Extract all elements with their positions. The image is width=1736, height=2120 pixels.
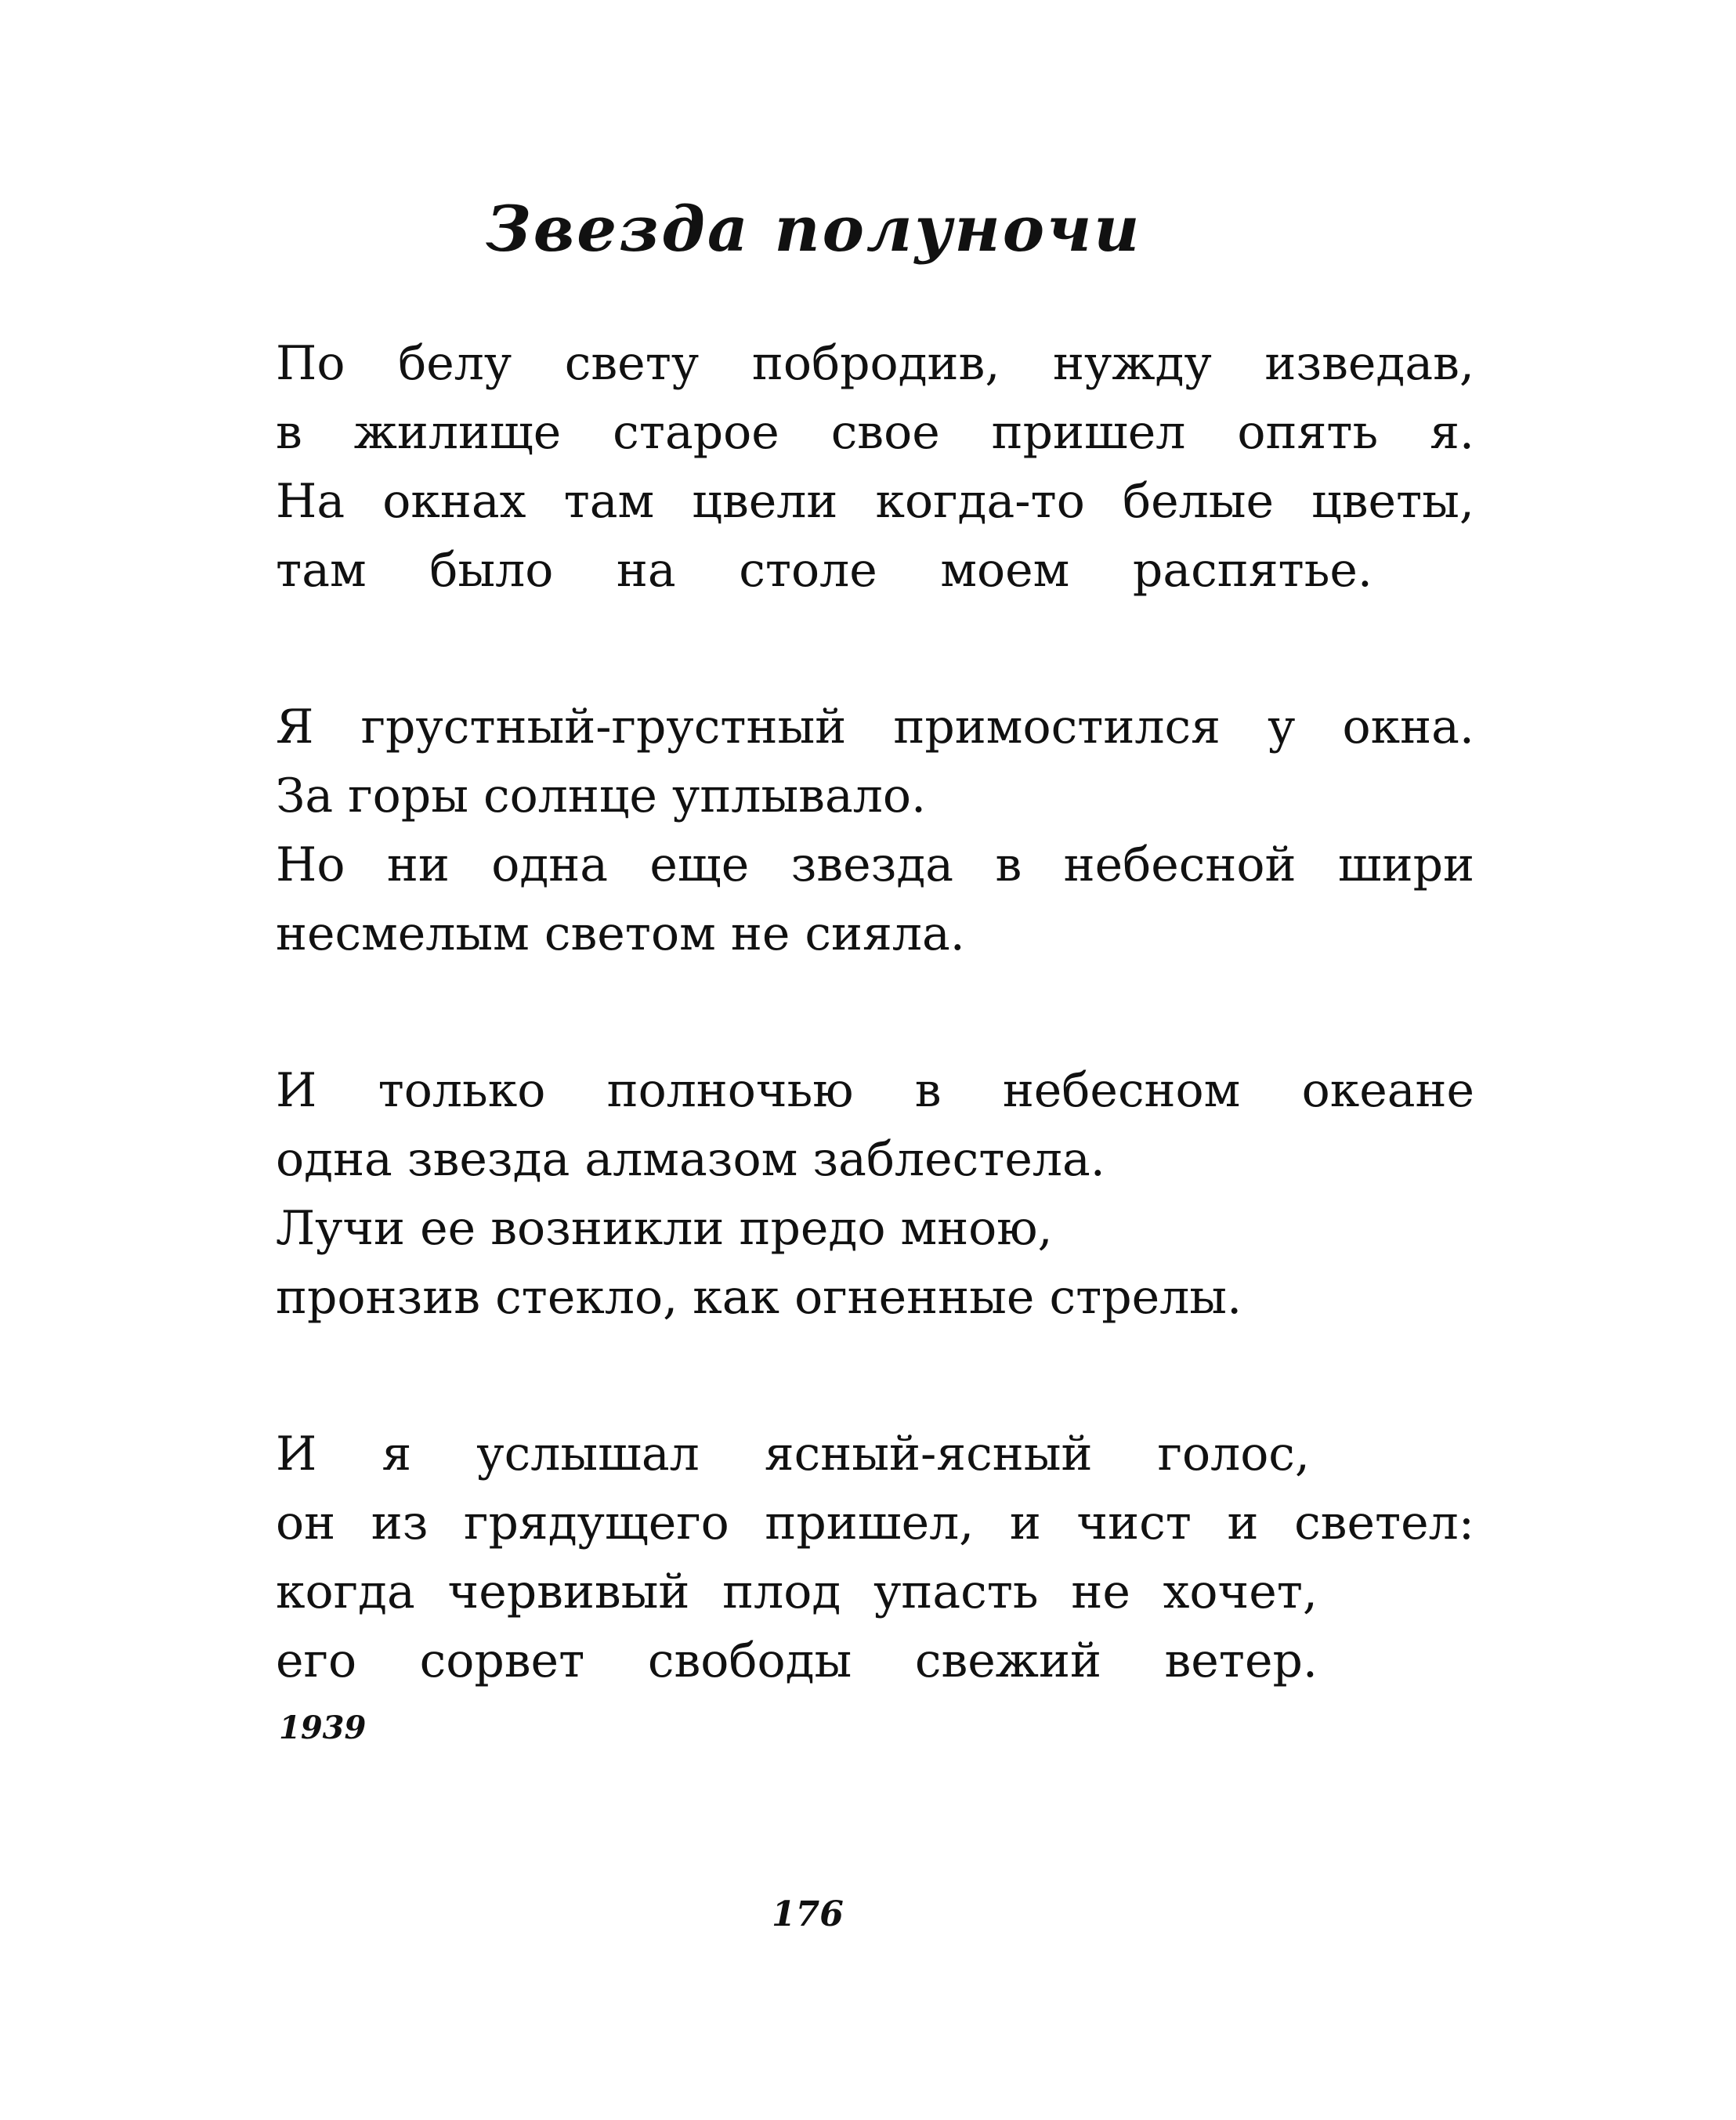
stanza-1 bbox=[276, 329, 1474, 605]
poem-year: 1939 bbox=[279, 1709, 367, 1746]
poem-line: его сорвет свободы свежий ветер. bbox=[276, 1633, 1318, 1688]
poem-line: На окнах там цвели когда-то белые цветы, bbox=[276, 474, 1474, 529]
poem-line: За горы солнце уплывало. bbox=[276, 769, 927, 823]
poem-line: Я грустный-грустный примостился у окна. bbox=[276, 700, 1474, 754]
poem-line: в жилище старое свое пришел опять я. bbox=[276, 405, 1474, 460]
stanza-2 bbox=[276, 693, 1474, 968]
poem-title: Звезда полуночи bbox=[486, 192, 1142, 266]
poem-line: он из грядущего пришел, и чист и светел: bbox=[276, 1496, 1474, 1550]
page-number: 176 bbox=[772, 1894, 844, 1934]
poem-body bbox=[276, 329, 1474, 1783]
poem-line: По белу свету побродив, нужду изведав, bbox=[276, 336, 1474, 391]
poem-line: там было на столе моем распятье. bbox=[276, 543, 1373, 598]
poem-line: Лучи ее возникли предо мною, bbox=[276, 1201, 1053, 1256]
poem-line: несмелым светом не сияла. bbox=[276, 906, 965, 961]
stanza-3 bbox=[276, 1056, 1474, 1332]
poem-line: И только полночью в небесном океане bbox=[276, 1063, 1474, 1118]
poem-line: пронзив стекло, как огненные стрелы. bbox=[276, 1270, 1242, 1325]
poem-line: когда червивый плод упасть не хочет, bbox=[276, 1565, 1318, 1619]
poem-line: одна звезда алмазом заблестела. bbox=[276, 1132, 1105, 1187]
poem-line: Но ни одна еще звезда в небесной шири bbox=[276, 838, 1474, 892]
poem-line: И я услышал ясный-ясный голос, bbox=[276, 1427, 1310, 1481]
stanza-4 bbox=[276, 1420, 1474, 1695]
